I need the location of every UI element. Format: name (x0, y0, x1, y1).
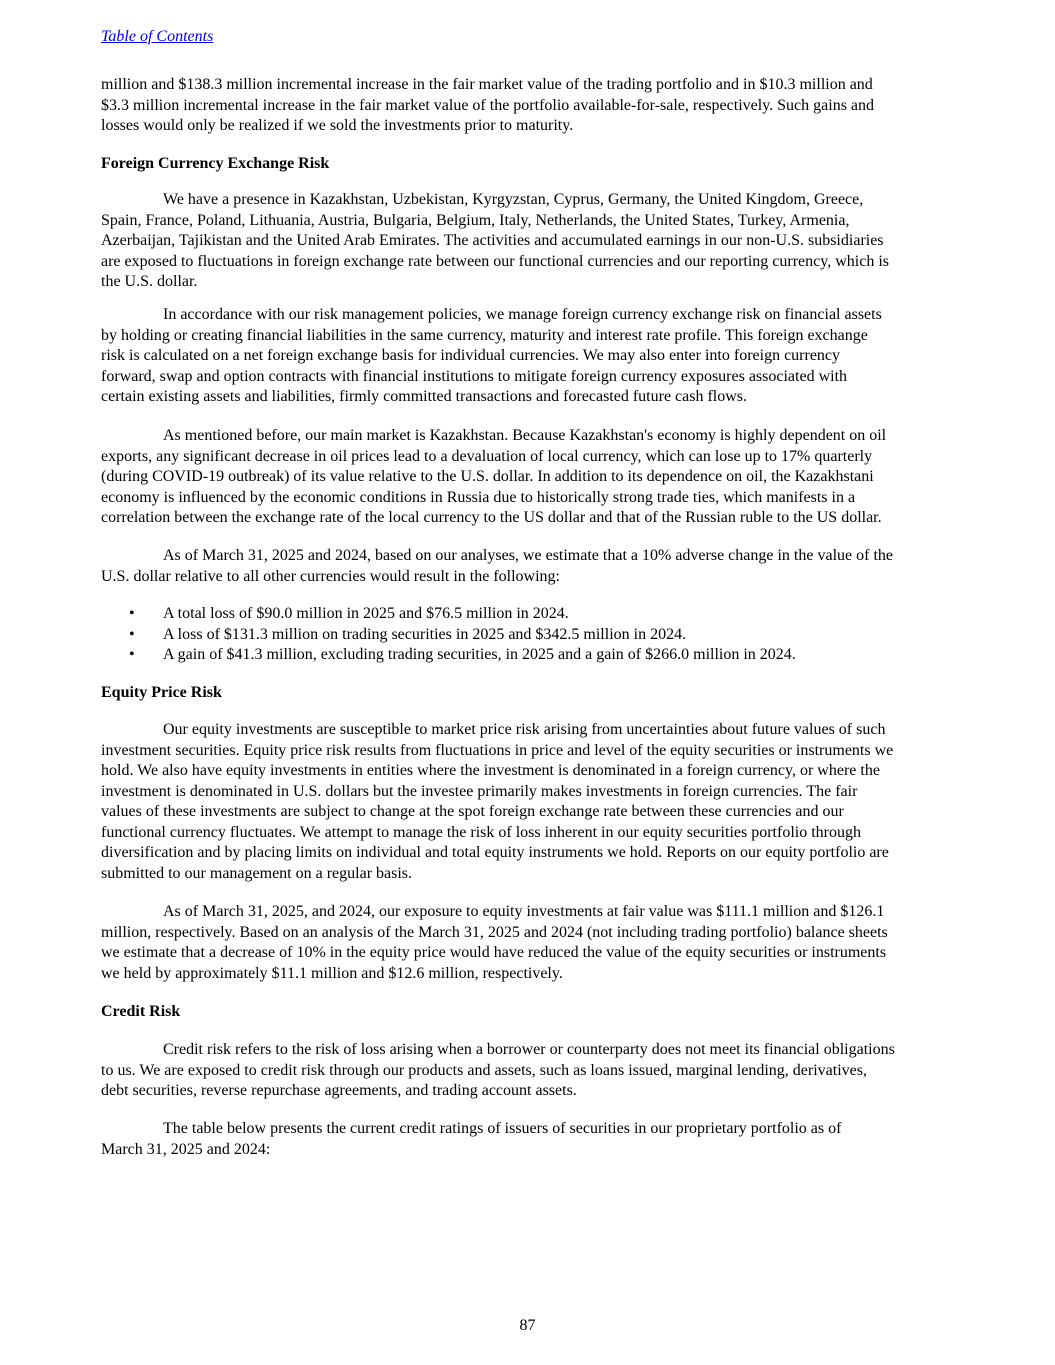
paragraph-line: debt securities, reverse repurchase agreements, and trading account assets. (101, 1082, 577, 1099)
paragraph-line: we held by approximately $11.1 million and $12.6 million, respectively. (101, 964, 563, 982)
paragraph-line: certain existing assets and liabilities, firmly committed transactions and forecasted future cash flows. (101, 388, 748, 405)
fx-paragraph-3 (101, 426, 961, 529)
section-heading-equity-risk: Equity Price Risk (101, 684, 222, 701)
paragraph-line: forward, swap and option contracts with financial institutions to mitigate foreign currency exposures associated with (101, 367, 848, 385)
paragraph-line: diversification and by placing limits on individual and total equity instruments we hold. Reports on our equity portfolio are (101, 844, 889, 861)
table-of-contents-link[interactable]: Table of Contents (101, 28, 214, 45)
paragraph-line: by holding or creating financial liabilities in the same currency, maturity and interest rate profile. This foreign exchange (101, 326, 868, 344)
paragraph-line: risk is calculated on a net foreign exchange basis for individual currencies. We may also enter into foreign currency (101, 347, 841, 364)
list-item (101, 625, 961, 646)
paragraph-line: million, respectively. Based on an analysis of the March 31, 2025 and 2024 (not including trading portfolio) balance sheets (101, 923, 888, 941)
paragraph-line: functional currency fluctuates. We attempt to manage the risk of loss inherent in our equity securities portfolio through (101, 823, 861, 841)
paragraph-line: March 31, 2025 and 2024: (101, 1140, 271, 1158)
paragraph-line: We have a presence in Kazakhstan, Uzbekistan, Kyrgyzstan, Cyprus, Germany, the United Kingdom, Greece, (163, 191, 864, 208)
paragraph-line: Azerbaijan, Tajikistan and the United Arab Emirates. The activities and accumulated earnings in our non-U.S. subsidiaries (101, 232, 884, 249)
page-number: 87 (519, 1317, 536, 1334)
paragraph-line: investment is denominated in U.S. dollars but the investee primarily makes investments in foreign currencies. The fair (101, 782, 858, 800)
bullet-icon: • (129, 605, 135, 622)
credit-paragraph-2 (101, 1119, 961, 1160)
paragraph-line: correlation between the exchange rate of the local currency to the US dollar and that of the Russian ruble to the US dollar. (101, 509, 882, 526)
fx-paragraph-4 (101, 546, 961, 587)
section-heading-credit-risk: Credit Risk (101, 1003, 181, 1020)
paragraph-line: losses would only be realized if we sold the investments prior to maturity. (101, 117, 574, 134)
list-item-text: A total loss of $90.0 million in 2025 and $76.5 million in 2024. (163, 605, 569, 622)
paragraph-line: the U.S. dollar. (101, 273, 198, 290)
paragraph-line: As mentioned before, our main market is Kazakhstan. Because Kazakhstan's economy is highly dependent on oil (163, 427, 887, 444)
paragraph-line: exports, any significant decrease in oil prices lead to a devaluation of local currency, which can lose up to 17% quarterly (101, 447, 873, 465)
paragraph-line: values of these investments are subject to change at the spot foreign exchange rate between these currencies and our (101, 803, 844, 820)
bullet-icon: • (129, 625, 135, 643)
paragraph-line: million and $138.3 million incremental increase in the fair market value of the trading portfolio and in $10.3 million and (101, 76, 873, 93)
paragraph-line: U.S. dollar relative to all other currencies would result in the following: (101, 567, 560, 585)
list-item-text: A gain of $41.3 million, excluding trading securities, in 2025 and a gain of $266.0 million in 2024. (163, 646, 796, 663)
section-heading-fx-risk: Foreign Currency Exchange Risk (101, 155, 330, 172)
paragraph-line: Our equity investments are susceptible to market price risk arising from uncertainties about future values of such (163, 721, 886, 738)
list-item (101, 645, 961, 666)
equity-paragraph-2 (101, 902, 961, 984)
list-item (101, 604, 961, 625)
paragraph-line: (during COVID-19 outbreak) of its value relative to the U.S. dollar. In addition to its dependence on oil, the Kazakhstani (101, 468, 874, 485)
intro-paragraph (101, 75, 961, 137)
paragraph-line: submitted to our management on a regular basis. (101, 864, 413, 882)
paragraph-line: Credit risk refers to the risk of loss arising when a borrower or counterparty does not meet its financial obligations (163, 1041, 895, 1058)
paragraph-line: hold. We also have equity investments in entities where the investment is denominated in a foreign currency, or where the (101, 762, 880, 779)
bullet-icon: • (129, 646, 135, 663)
fx-paragraph-2 (101, 305, 961, 408)
paragraph-line: As of March 31, 2025 and 2024, based on our analyses, we estimate that a 10% adverse change in the value of the (163, 547, 893, 564)
paragraph-line: to us. We are exposed to credit risk through our products and assets, such as loans issued, marginal lending, derivatives, (101, 1061, 867, 1079)
credit-paragraph-1 (101, 1040, 961, 1102)
paragraph-line: As of March 31, 2025, and 2024, our exposure to equity investments at fair value was $111.1 million and $126.1 (163, 903, 885, 920)
list-item-text: A loss of $131.3 million on trading securities in 2025 and $342.5 million in 2024. (163, 625, 687, 643)
paragraph-line: investment securities. Equity price risk results from fluctuations in price and level of the equity securities or instruments we (101, 741, 894, 759)
paragraph-line: $3.3 million incremental increase in the fair market value of the portfolio available-for-sale, respectively. Such gains and (101, 96, 875, 114)
paragraph-line: are exposed to fluctuations in foreign exchange rate between our functional currencies and our reporting currency, which is (101, 252, 889, 270)
equity-paragraph-1 (101, 720, 961, 884)
paragraph-line: Spain, France, Poland, Lithuania, Austria, Bulgaria, Belgium, Italy, Netherlands, the United States, Turkey, Armenia, (101, 211, 850, 229)
fx-paragraph-1 (101, 190, 961, 293)
paragraph-line: In accordance with our risk management policies, we manage foreign currency exchange risk on financial assets (163, 306, 882, 323)
fx-impact-list (101, 604, 961, 666)
paragraph-line: economy is influenced by the economic conditions in Russia due to historically strong trade ties, which manifests in a (101, 488, 856, 506)
paragraph-line: we estimate that a decrease of 10% in the equity price would have reduced the value of the equity securities or instruments (101, 944, 887, 961)
paragraph-line: The table below presents the current credit ratings of issuers of securities in our proprietary portfolio as of (163, 1120, 842, 1137)
